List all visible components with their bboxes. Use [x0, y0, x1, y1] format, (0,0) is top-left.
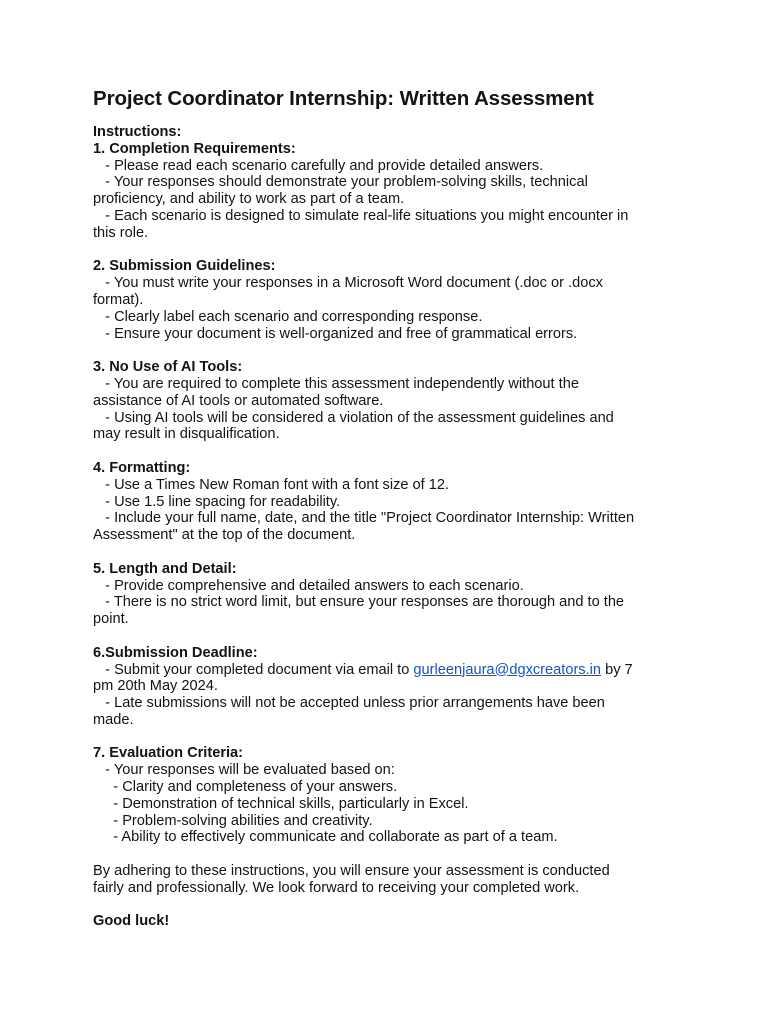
section-heading: 4. Formatting:	[93, 459, 191, 476]
document-title: Project Coordinator Internship: Written Assessment	[93, 87, 594, 110]
section-line: point.	[93, 611, 129, 628]
section-heading: 2. Submission Guidelines:	[93, 258, 276, 275]
section-line: - Using AI tools will be considered a violation of the assessment guidelines and	[93, 409, 614, 426]
section-line: - Demonstration of technical skills, particularly in Excel.	[93, 795, 469, 812]
section-line	[93, 662, 683, 679]
closing-line: fairly and professionally. We look forward to receiving your completed work.	[93, 879, 580, 896]
section-line: format).	[93, 291, 144, 308]
section-line: - Problem-solving abilities and creativity.	[93, 812, 373, 829]
section-no-ai-tools	[93, 359, 683, 443]
section-line: - Ensure your document is well-organized and free of grammatical errors.	[93, 325, 578, 342]
section-line: - Late submissions will not be accepted unless prior arrangements have been	[93, 695, 605, 712]
section-completion-requirements	[93, 141, 683, 242]
closing-line: By adhering to these instructions, you will ensure your assessment is conducted	[93, 863, 610, 880]
instructions-heading: Instructions:	[93, 124, 182, 140]
section-heading: 7. Evaluation Criteria:	[93, 745, 244, 762]
document-body	[93, 124, 683, 930]
section-line: - You are required to complete this assessment independently without the	[93, 375, 579, 392]
section-line: may result in disqualification.	[93, 426, 280, 443]
deadline-text-end: by 7	[601, 661, 633, 678]
email-link[interactable]: gurleenjaura@dgxcreators.in	[413, 661, 602, 678]
section-heading: 1. Completion Requirements:	[93, 140, 296, 157]
section-line: - Clearly label each scenario and corresponding response.	[93, 308, 483, 325]
document-page	[93, 86, 683, 930]
section-line: - Your responses should demonstrate your problem-solving skills, technical	[93, 174, 588, 191]
section-line: pm 20th May 2024.	[93, 678, 218, 695]
section-line: - Use 1.5 line spacing for readability.	[93, 493, 341, 510]
section-line: - Provide comprehensive and detailed answers to each scenario.	[93, 577, 524, 594]
closing-paragraph	[93, 863, 683, 897]
section-line: - Please read each scenario carefully and provide detailed answers.	[93, 157, 544, 174]
section-submission-guidelines	[93, 258, 683, 342]
section-line: - Each scenario is designed to simulate real-life situations you might encounter in	[93, 207, 629, 224]
section-line: - Include your full name, date, and the title "Project Coordinator Internship: Written	[93, 510, 635, 527]
section-line: Assessment" at the top of the document.	[93, 527, 356, 544]
section-line: - You must write your responses in a Microsoft Word document (.doc or .docx	[93, 275, 603, 292]
section-line: assistance of AI tools or automated software.	[93, 392, 384, 409]
section-heading: 3. No Use of AI Tools:	[93, 359, 243, 376]
section-line: - Ability to effectively communicate and collaborate as part of a team.	[93, 829, 558, 846]
section-heading: 5. Length and Detail:	[93, 560, 237, 577]
section-line: - Use a Times New Roman font with a font size of 12.	[93, 476, 450, 493]
section-line: - Your responses will be evaluated based on:	[93, 762, 395, 779]
section-heading: 6.Submission Deadline:	[93, 644, 258, 661]
section-line: this role.	[93, 224, 149, 241]
section-line: proficiency, and ability to work as part of a team.	[93, 191, 405, 208]
good-luck: Good luck!	[93, 913, 170, 930]
section-line: - Clarity and completeness of your answers.	[93, 779, 398, 796]
section-line: made.	[93, 711, 134, 728]
section-length-detail	[93, 561, 683, 628]
section-line: - There is no strict word limit, but ensure your responses are thorough and to the	[93, 594, 625, 611]
section-evaluation-criteria	[93, 745, 683, 846]
section-submission-deadline	[93, 645, 683, 729]
section-formatting	[93, 460, 683, 544]
deadline-text: - Submit your completed document via email to	[93, 661, 414, 678]
